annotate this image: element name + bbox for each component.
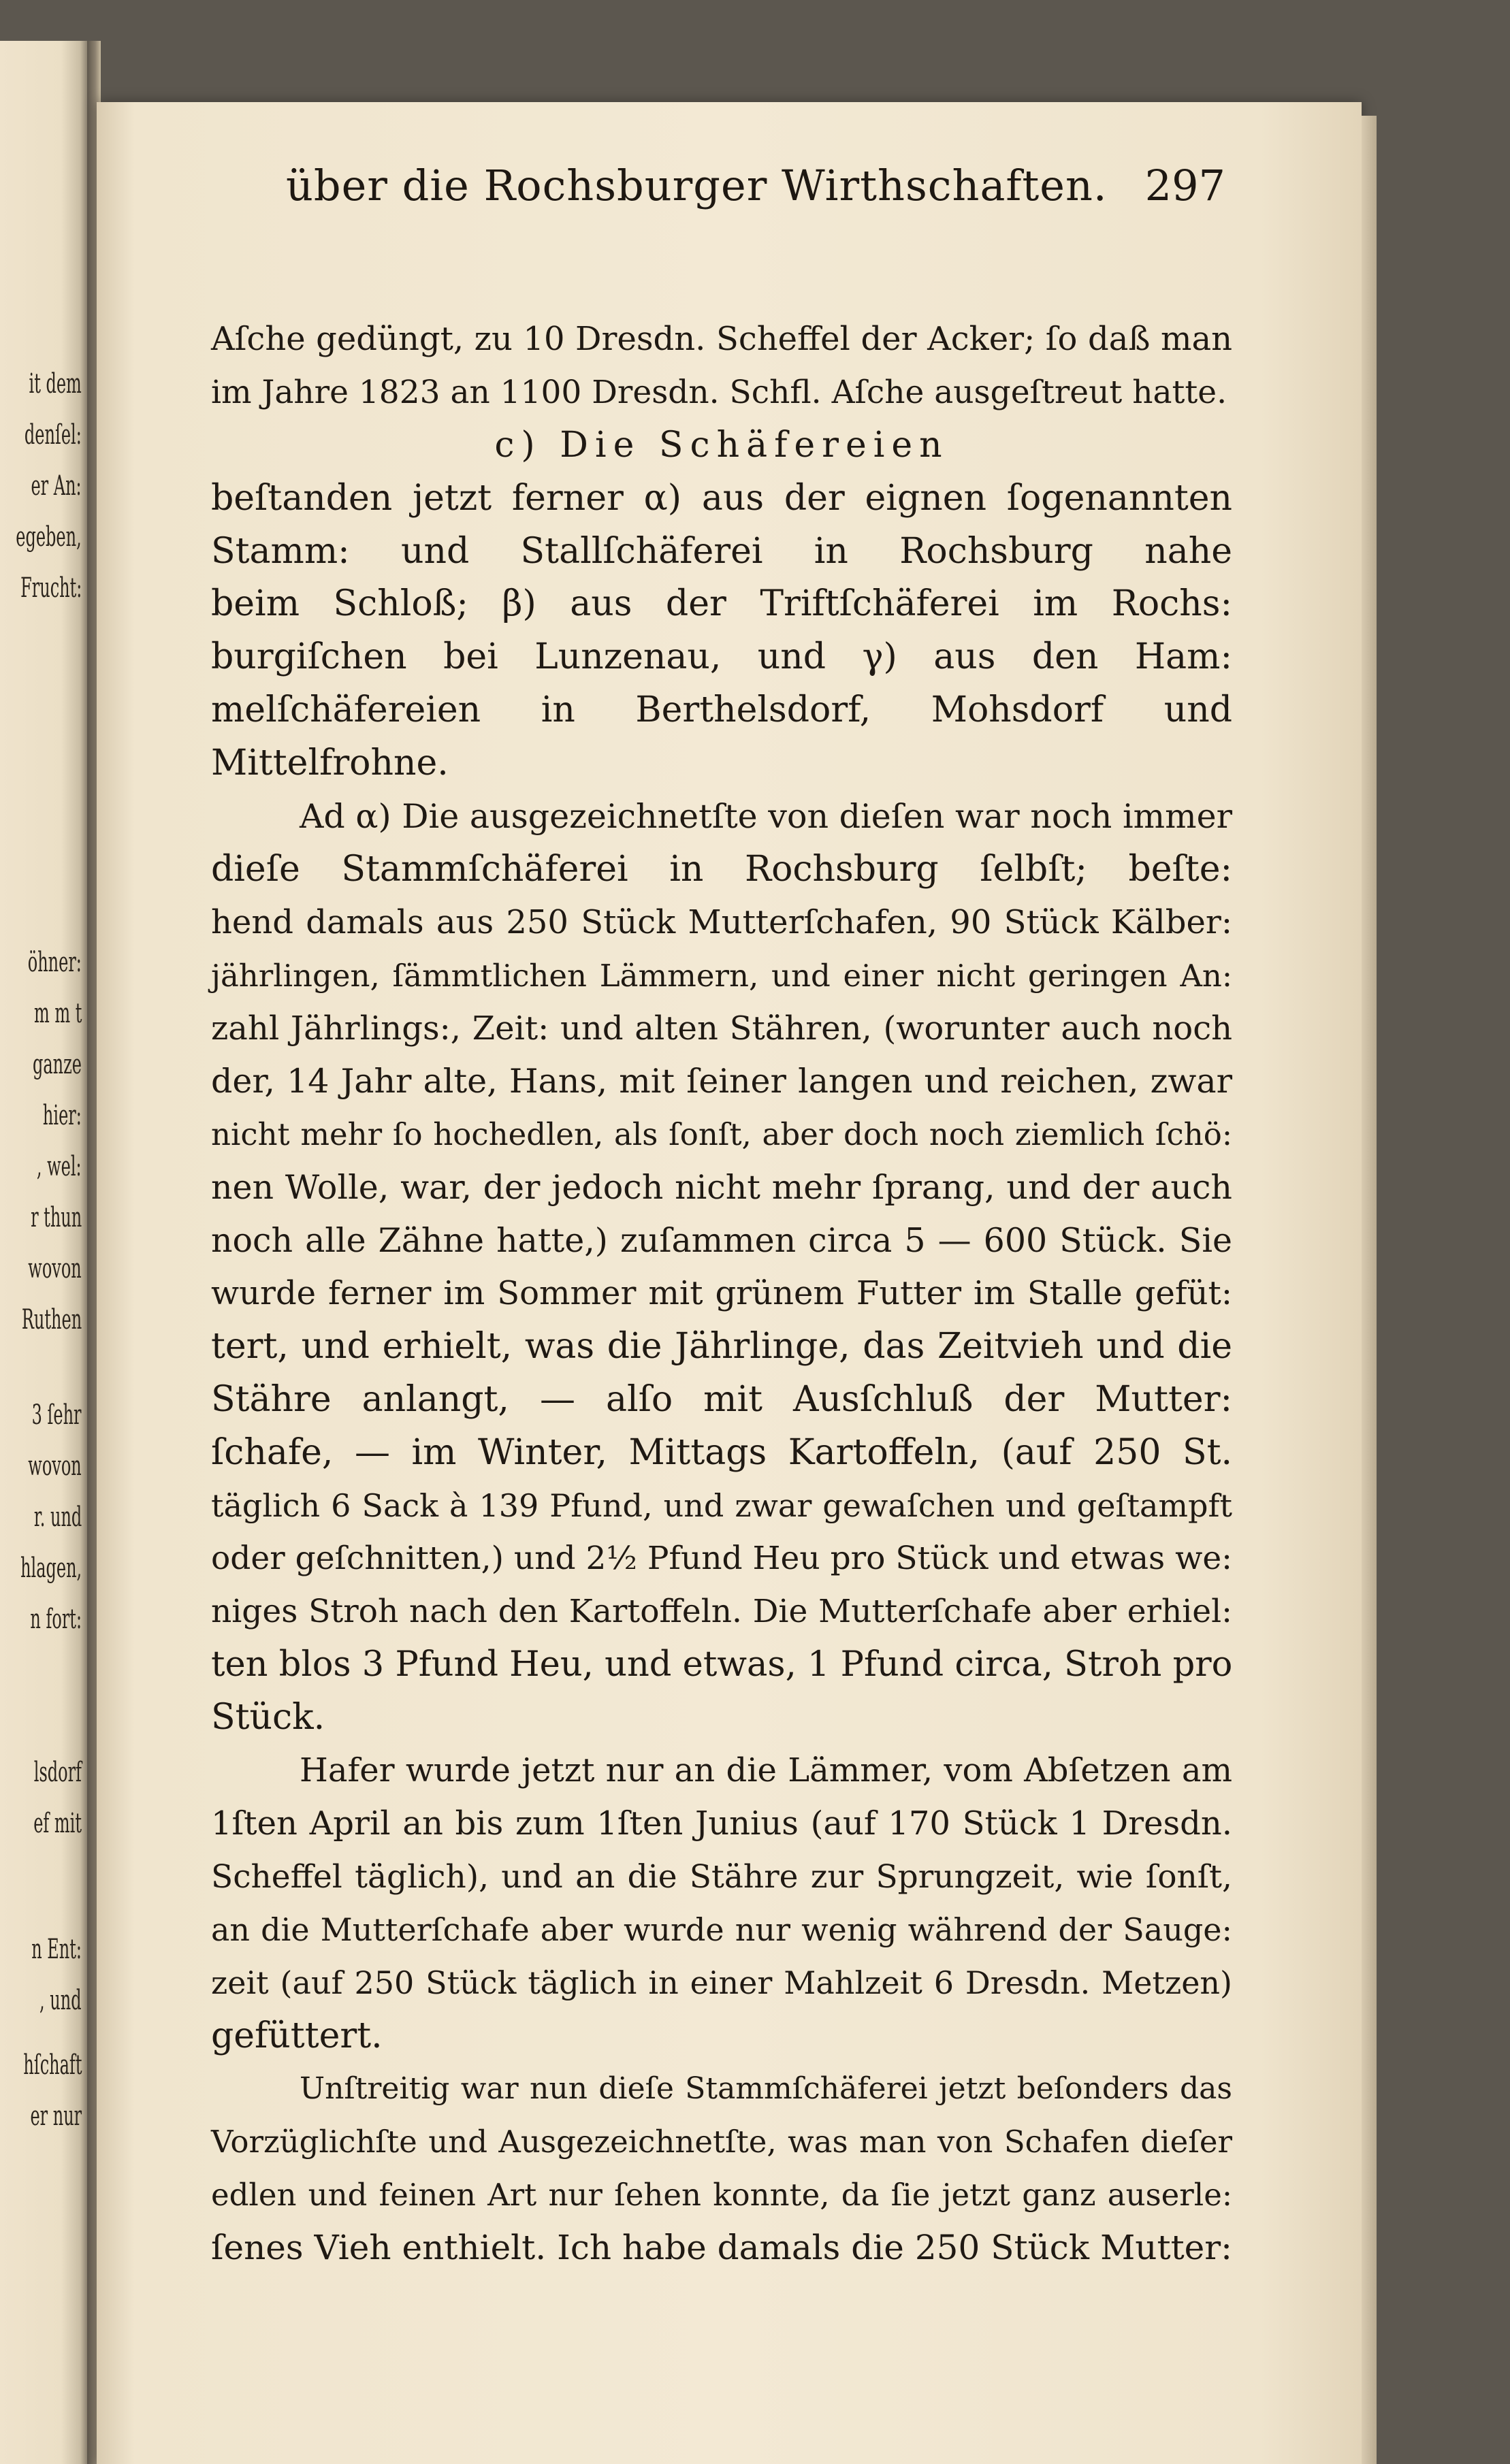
- text-line: Stamm: und Stallſchäferei in Rochsburg nahe: [211, 530, 1232, 572]
- text-line: Hafer wurde jetzt nur an die Lämmer, vom Abſetzen am: [300, 1751, 1232, 1790]
- text-line: täglich 6 Sack à 139 Pfund, und zwar gewaſchen und geſtampft: [211, 1487, 1232, 1524]
- text-line: im Jahre 1823 an 1100 Dresdn. Schfl. Aſche ausgeſtreut hatte.: [211, 373, 1227, 411]
- left-page-fragment: r thun: [30, 1202, 82, 1233]
- left-page-fragment: wovon: [28, 1253, 82, 1284]
- left-page-fragment: er An:: [31, 470, 82, 502]
- left-page-fragment: , und: [39, 1985, 82, 2016]
- left-facing-page: [0, 41, 87, 2464]
- left-page-fragment: egeben,: [16, 521, 82, 553]
- text-line: Ad α) Die ausgezeichnetſte von dieſen war noch immer: [300, 797, 1232, 837]
- text-line: Vorzüglichſte und Ausgezeichnetſte, was man von Schafen dieſer: [211, 2124, 1232, 2160]
- text-line: jährlingen, ſämmtlichen Lämmern, und einer nicht geringen An:: [211, 957, 1232, 994]
- left-page-fragment: lsdorf: [33, 1757, 82, 1788]
- left-page-fragment: r. und: [33, 1502, 82, 1533]
- text-line: Aſche gedüngt, zu 10 Dresdn. Scheffel der Acker; ſo daß man: [211, 320, 1232, 358]
- text-line: ſenes Vieh enthielt. Ich habe damals die 250 Stück Mutter:: [211, 2228, 1232, 2268]
- running-title: über die Rochsburger Wirthschaften.: [286, 161, 1108, 210]
- left-page-fragment: it dem: [29, 368, 82, 400]
- text-line: burgiſchen bei Lunzenau, und γ) aus den Ham:: [211, 636, 1232, 678]
- text-line: beſtanden jetzt ferner α) aus der eignen ſogenannten: [211, 477, 1232, 519]
- text-line: wurde ferner im Sommer mit grünem Futter im Stalle gefüt:: [211, 1274, 1232, 1313]
- left-page-fragment: ganze: [33, 1049, 82, 1080]
- left-page-fragment: hlagen,: [20, 1553, 82, 1584]
- left-page-fragment: hier:: [43, 1100, 82, 1131]
- left-page-fragment: hſchaft: [22, 2049, 82, 2081]
- text-line: gefüttert.: [211, 2015, 383, 2056]
- text-line: ſchafe, — im Winter, Mittags Kartoffeln, (auf 250 St.: [211, 1431, 1232, 1473]
- text-line: tert, und erhielt, was die Jährlinge, das Zeitvieh und die: [211, 1325, 1232, 1367]
- left-page-fragment: m m t: [33, 998, 82, 1029]
- body-text: [211, 313, 1232, 2275]
- left-page-fragment: denſel:: [25, 419, 82, 451]
- text-line: zeit (auf 250 Stück täglich in einer Mahlzeit 6 Dresdn. Metzen): [211, 1964, 1232, 2001]
- text-line: ten blos 3 Pfund Heu, und etwas, 1 Pfund circa, Stroh pro: [211, 1644, 1233, 1685]
- left-page-fragment: er nur: [30, 2101, 82, 2132]
- text-line: dieſe Stammſchäferei in Rochsburg ſelbſt; beſte:: [211, 848, 1232, 890]
- text-line: Stück.: [211, 1697, 325, 1738]
- text-line: nen Wolle, war, der jedoch nicht mehr ſprang, und der auch: [211, 1168, 1232, 1207]
- text-line: hend damals aus 250 Stück Mutterſchafen, 90 Stück Kälber:: [211, 903, 1232, 941]
- text-line: beim Schloß; β) aus der Triftſchäferei im Rochs:: [211, 583, 1232, 625]
- left-page-fragment: öhner:: [27, 947, 82, 978]
- left-page-fragment: Ruthen: [21, 1304, 82, 1335]
- page-header: [286, 155, 1225, 216]
- left-page-fragment: , wel:: [37, 1151, 82, 1182]
- text-line: niges Stroh nach den Kartoffeln. Die Mutterſchafe aber erhiel:: [211, 1593, 1232, 1631]
- text-line: Stähre anlangt, — alſo mit Ausſchluß der Mutter:: [211, 1378, 1232, 1420]
- text-line: Scheffel täglich), und an die Stähre zur Sprungzeit, wie ſonſt,: [211, 1858, 1232, 1896]
- text-line: an die Mutterſchafe aber wurde nur wenig während der Sauge:: [211, 1911, 1232, 1948]
- text-line: der, 14 Jahr alte, Hans, mit ſeiner langen und reichen, zwar: [211, 1062, 1232, 1101]
- text-line: 1ſten April an bis zum 1ſten Junius (auf 170 Stück 1 Dresdn.: [211, 1804, 1232, 1843]
- page-number: 297: [1144, 161, 1225, 210]
- text-line: nicht mehr ſo hochedlen, als ſonſt, aber doch noch ziemlich ſchö:: [211, 1116, 1232, 1153]
- left-page-fragment: Frucht:: [20, 572, 82, 604]
- text-line: edlen und feinen Art nur ſehen konnte, da ſie jetzt ganz auserle:: [211, 2177, 1232, 2214]
- left-page-fragment: ef mit: [33, 1808, 82, 1839]
- left-page-fragment: wovon: [28, 1450, 82, 1482]
- text-line: melſchäfereien in Berthelsdorf, Mohsdorf und: [211, 690, 1232, 731]
- left-page-fragment: 3 ſehr: [32, 1399, 82, 1431]
- text-line: oder geſchnitten,) und 2½ Pfund Heu pro Stück und etwas we:: [211, 1540, 1232, 1578]
- section-heading: c) Die Schäfereien: [494, 424, 949, 466]
- text-line: Unſtreitig war nun dieſe Stammſchäferei jetzt beſonders das: [300, 2071, 1232, 2107]
- text-line: zahl Jährlings:, Zeit: und alten Stähren, (worunter auch noch: [211, 1009, 1232, 1048]
- left-page-fragment: n Ent:: [31, 1934, 82, 1965]
- left-page-fragment: n fort:: [30, 1604, 82, 1635]
- text-line: Mittelfrohne.: [211, 743, 449, 784]
- page-edge: [1362, 116, 1377, 2464]
- text-line: noch alle Zähne hatte,) zuſammen circa 5 — 600 Stück. Sie: [211, 1221, 1232, 1261]
